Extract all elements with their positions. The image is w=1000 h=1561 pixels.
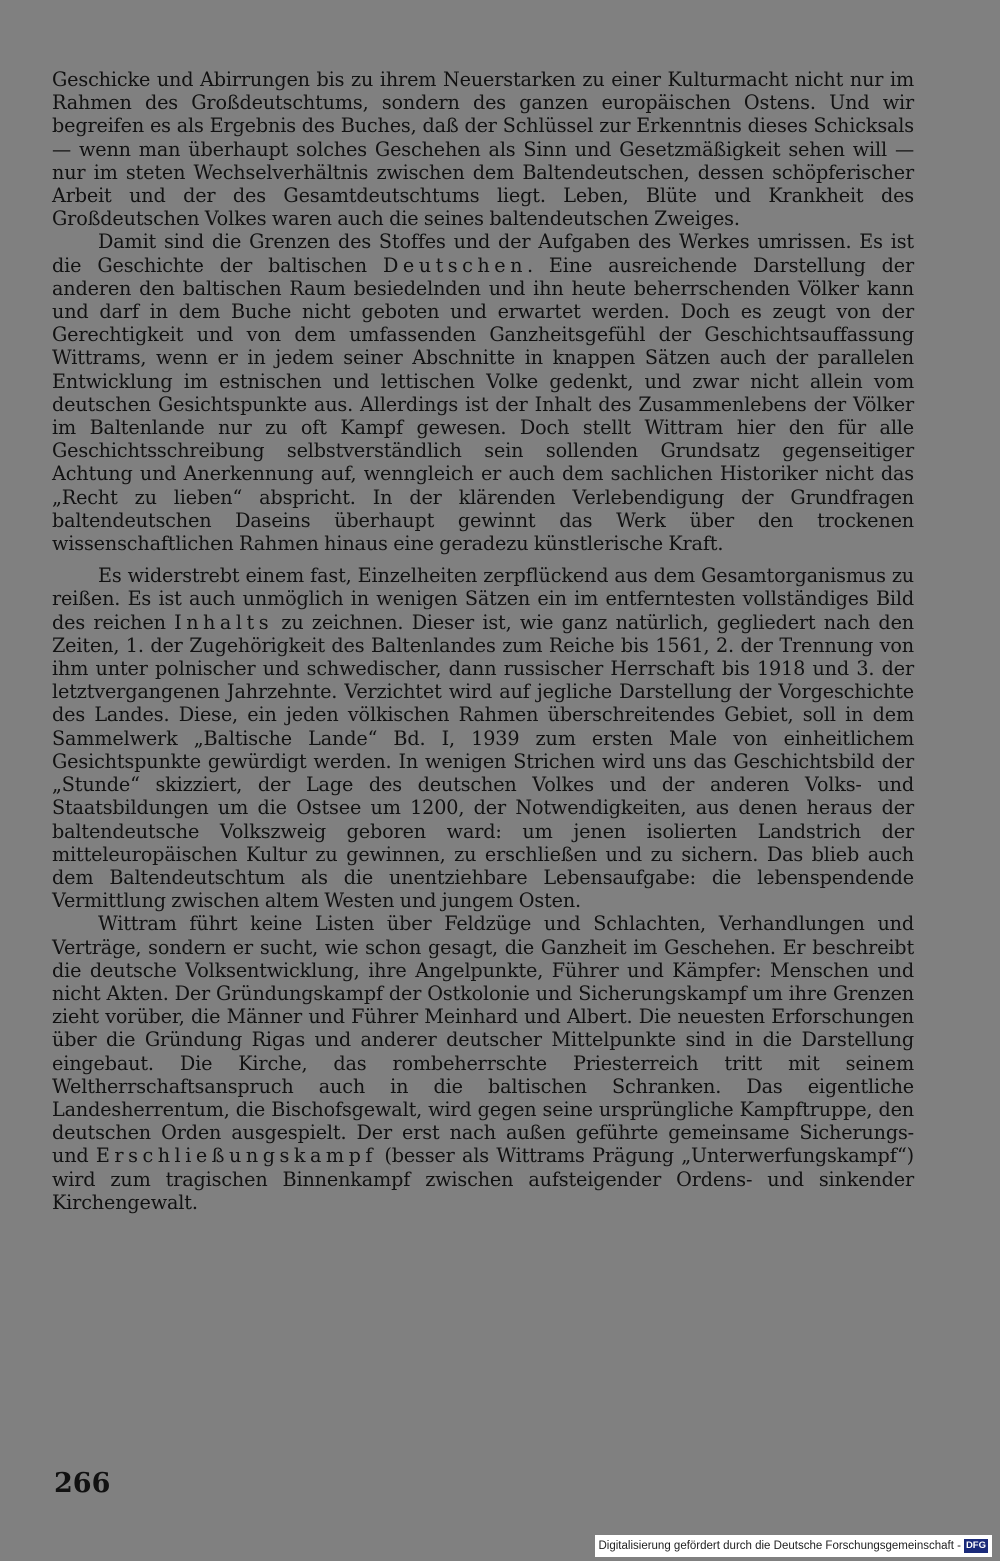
paragraph-2 <box>52 230 914 555</box>
paragraph-4-spaced-word: Erschließungskampf <box>95 1144 377 1168</box>
paragraph-3-text-a: Es widerstrebt einem fast, Einzelheiten zerpflückend aus dem Gesamtorganismus zu reißen. Es ist auch unmöglich in wenigen Sätzen ein im entferntesten vollständiges Bild des reichen <box>52 564 914 634</box>
paragraph-4 <box>52 912 914 1214</box>
paragraph-2-text-b: . Eine ausreichende Darstellung der anderen den baltischen Raum besiedelnden und ihn heute beherrschenden Völker kann und darf in dem Buche nicht geboten und erwartet werden. Doch es zeugt von der Gerechtigkeit und von dem umfassenden Ganzheitsgefühl der Geschichtsauffassung Wittrams, wenn er in jedem seiner Abschnitte in knappen Sätzen auch der parallelen Entwicklung im estnischen und lettischen Volke gedenkt, und zwar nicht allein vom deutschen Gesichtspunkte aus. Allerdings ist der Inhalt des Zusammenlebens der Völker im Baltenlande nur zu oft Kampf gewesen. Doch stellt Wittram hier den für alle Geschichtsschreibung selbstverständlich sein sollenden Grundsatz gegenseitiger Achtung und Anerkennung auf, wenngleich er auch dem sachlichen Historiker nicht das „Recht zu lieben“ abspricht. In der klärenden Verlebendigung der Grundfragen baltendeutschen Daseins überhaupt gewinnt das Werk über den trockenen wissenschaftlichen Rahmen hinaus eine geradezu künstlerische Kraft. <box>52 253 914 556</box>
paragraph-1 <box>52 68 914 230</box>
footer-text: Digitalisierung gefördert durch die Deutsche Forschungsgemeinschaft - <box>598 1540 961 1552</box>
page-number: 266 <box>54 1468 111 1499</box>
paragraph-2-text-a: Damit sind die Grenzen des Stoffes und der Aufgaben des Werkes umrissen. Es ist die Geschichte der baltischen <box>52 230 914 277</box>
document-page <box>52 68 914 1214</box>
paragraph-4-text-b: (besser als Wittrams Prägung „Unterwerfungskampf“) wird zum tragischen Binnenkampf zwischen aufsteigender Ordens- und sinkender Kirchengewalt. <box>52 1144 914 1214</box>
paragraph-2-spaced-word: Deutschen <box>382 253 527 277</box>
dfg-logo-icon: DFG <box>965 1540 986 1551</box>
paragraph-3-spaced-word: Inhalts <box>174 610 274 634</box>
paragraph-3-text-b: zu zeichnen. Dieser ist, wie ganz natürlich, gegliedert nach den Zeiten, 1. der Zugehörigkeit des Baltenlandes zum Reiche bis 1561, 2. der Trennung von ihm unter polnischer und schwedischer, dann russischer Herrschaft bis 1918 und 3. der letztvergangenen Jahrzehnte. Verzichtet wird auf jegliche Darstellung der Vorgeschichte des Landes. Diese, ein jeden völkischen Rahmen überschreitendes Gebiet, soll in dem Sammelwerk „Baltische Lande“ Bd. I, 1939 zum ersten Male von einheitlichem Gesichtspunkte gewürdigt werden. In wenigen Strichen wird uns das Geschichtsbild der „Stunde“ skizziert, der Lage des deutschen Volkes und der anderen Volks- und Staatsbildungen um die Ostsee um 1200, der Notwendigkeiten, aus denen heraus der baltendeutsche Volkszweig geboren ward: um jenen isolierten Landstrich der mitteleuropäischen Kultur zu gewinnen, zu erschließen und zu sichern. Das blieb auch dem Baltendeutschtum als die unentziehbare Lebensaufgabe: die lebenspendende Vermittlung zwischen altem Westen und jungem Osten. <box>52 610 914 913</box>
paragraph-3 <box>52 564 914 912</box>
paragraph-1-text: Geschicke und Abirrungen bis zu ihrem Neuerstarken zu einer Kulturmacht nicht nur im Rahmen des Großdeutschtums, sondern des ganzen europäischen Ostens. Und wir begreifen es als Ergebnis des Buches, daß der Schlüssel zur Erkenntnis dieses Schicksals — wenn man überhaupt solches Geschehen als Sinn und Gesetzmäßigkeit sehen will — nur im steten Wechselverhältnis zwischen dem Baltendeutschen, dessen schöpferischer Arbeit und der des Gesamtdeutschtums liegt. Leben, Blüte und Krankheit des Großdeutschen Volkes waren auch die seines baltendeutschen Zweiges. <box>52 68 914 231</box>
digitization-footer <box>595 1535 993 1557</box>
paragraph-4-text-a: Wittram führt keine Listen über Feldzüge und Schlachten, Verhandlungen und Verträge, sondern er sucht, wie schon gesagt, die Ganzheit im Geschehen. Er beschreibt die deutsche Volksentwicklung, ihre Angelpunkte, Führer und Kämpfer: Menschen und nicht Akten. Der Gründungskampf der Ostkolonie und Sicherungskampf um ihre Grenzen zieht vorüber, die Männer und Führer Meinhard und Albert. Die neuesten Erforschungen über die Gründung Rigas und anderer deutscher Mittelpunkte sind in die Darstellung eingebaut. Die Kirche, das rombeherrschte Priesterreich tritt mit seinem Weltherrschaftsanspruch auch in die baltischen Schranken. Das eigentliche Landesherrentum, die Bischofsgewalt, wird gegen seine ursprüngliche Kampftruppe, den deutschen Orden ausgespielt. Der erst nach außen geführte gemeinsame Sicherungs- und <box>52 912 914 1168</box>
